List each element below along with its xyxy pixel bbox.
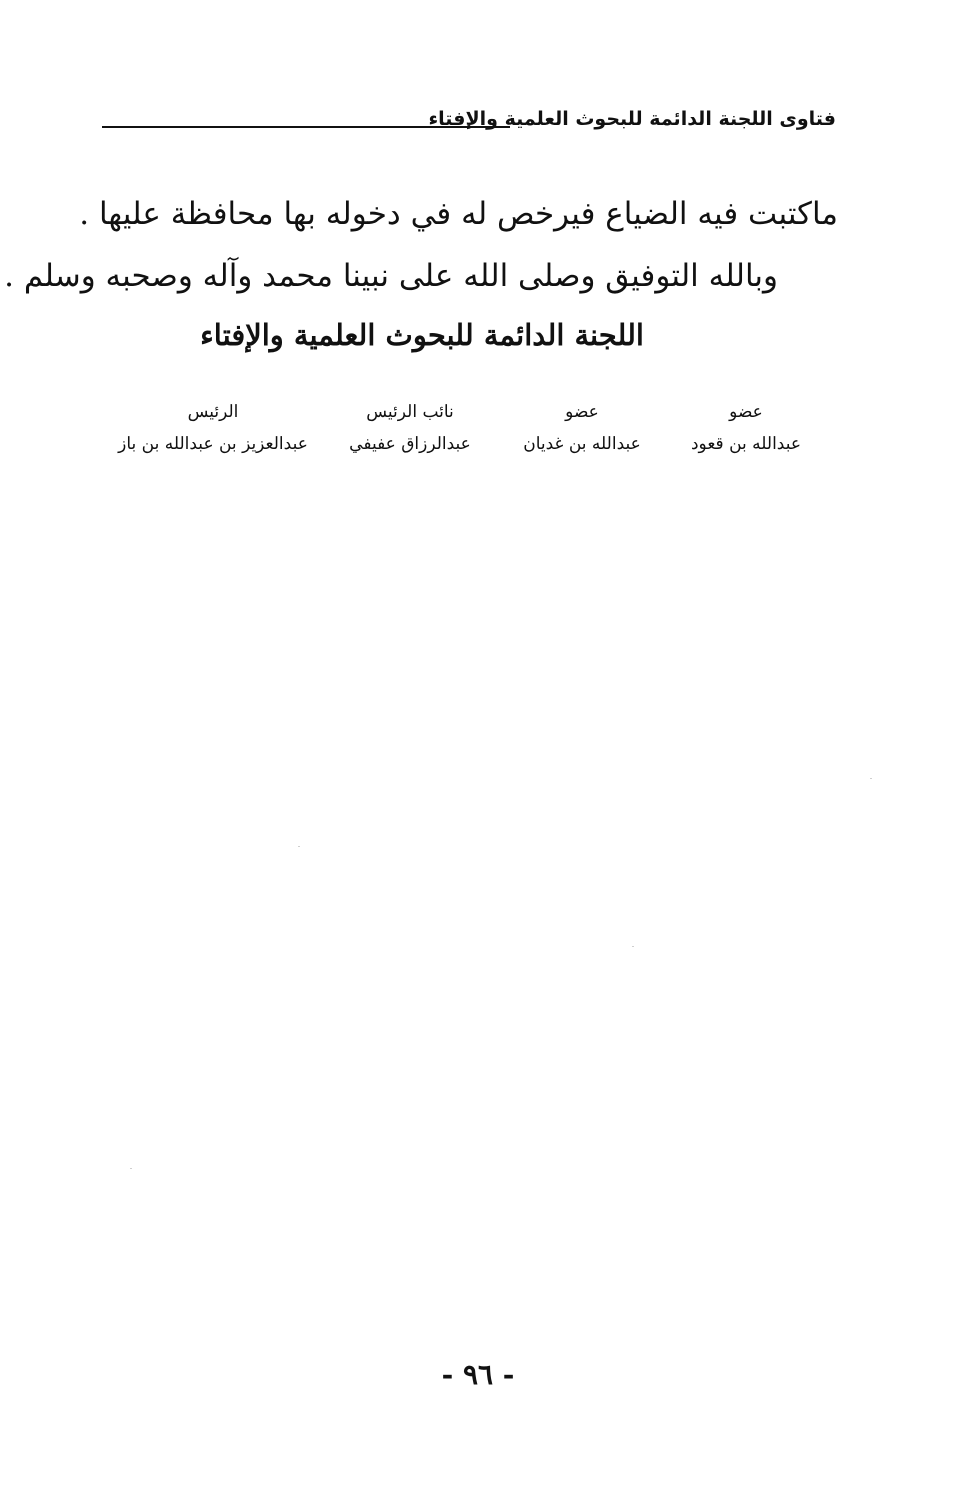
signatory-role: عضو	[565, 402, 599, 422]
committee-name: اللجنة الدائمة للبحوث العلمية والإفتاء	[200, 318, 644, 352]
signatory-role: عضو	[729, 402, 763, 422]
scan-speck	[130, 1168, 132, 1169]
signatory-name: عبدالرزاق عفيفي	[349, 434, 471, 454]
signatory-role: الرئيس	[187, 402, 239, 422]
scan-speck	[870, 778, 872, 779]
signatory-chairman	[108, 402, 318, 454]
signatory-name: عبدالعزيز بن عبدالله بن باز	[118, 434, 308, 454]
scan-speck	[632, 946, 634, 947]
signatory-member-2	[502, 402, 662, 454]
signatory-member-1	[676, 402, 816, 454]
body-text-line-2: وبالله التوفيق وصلى الله على نبينا محمد وآله وصحبه وسلم .	[4, 258, 778, 294]
signatory-name: عبدالله بن غديان	[523, 434, 641, 454]
signatory-vice-chairman	[330, 402, 490, 454]
page-number: - ٩٦ -	[441, 1358, 515, 1391]
header-rule	[102, 126, 510, 128]
signatory-name: عبدالله بن قعود	[690, 434, 801, 454]
scan-speck	[298, 846, 300, 847]
body-text-line-1: ماكتبت فيه الضياع فيرخص له في دخوله بها محافظة عليها .	[79, 196, 838, 232]
running-header-title: فتاوى اللجنة الدائمة للبحوث العلمية والإفتاء	[428, 108, 836, 130]
signatory-role: نائب الرئيس	[366, 402, 454, 422]
